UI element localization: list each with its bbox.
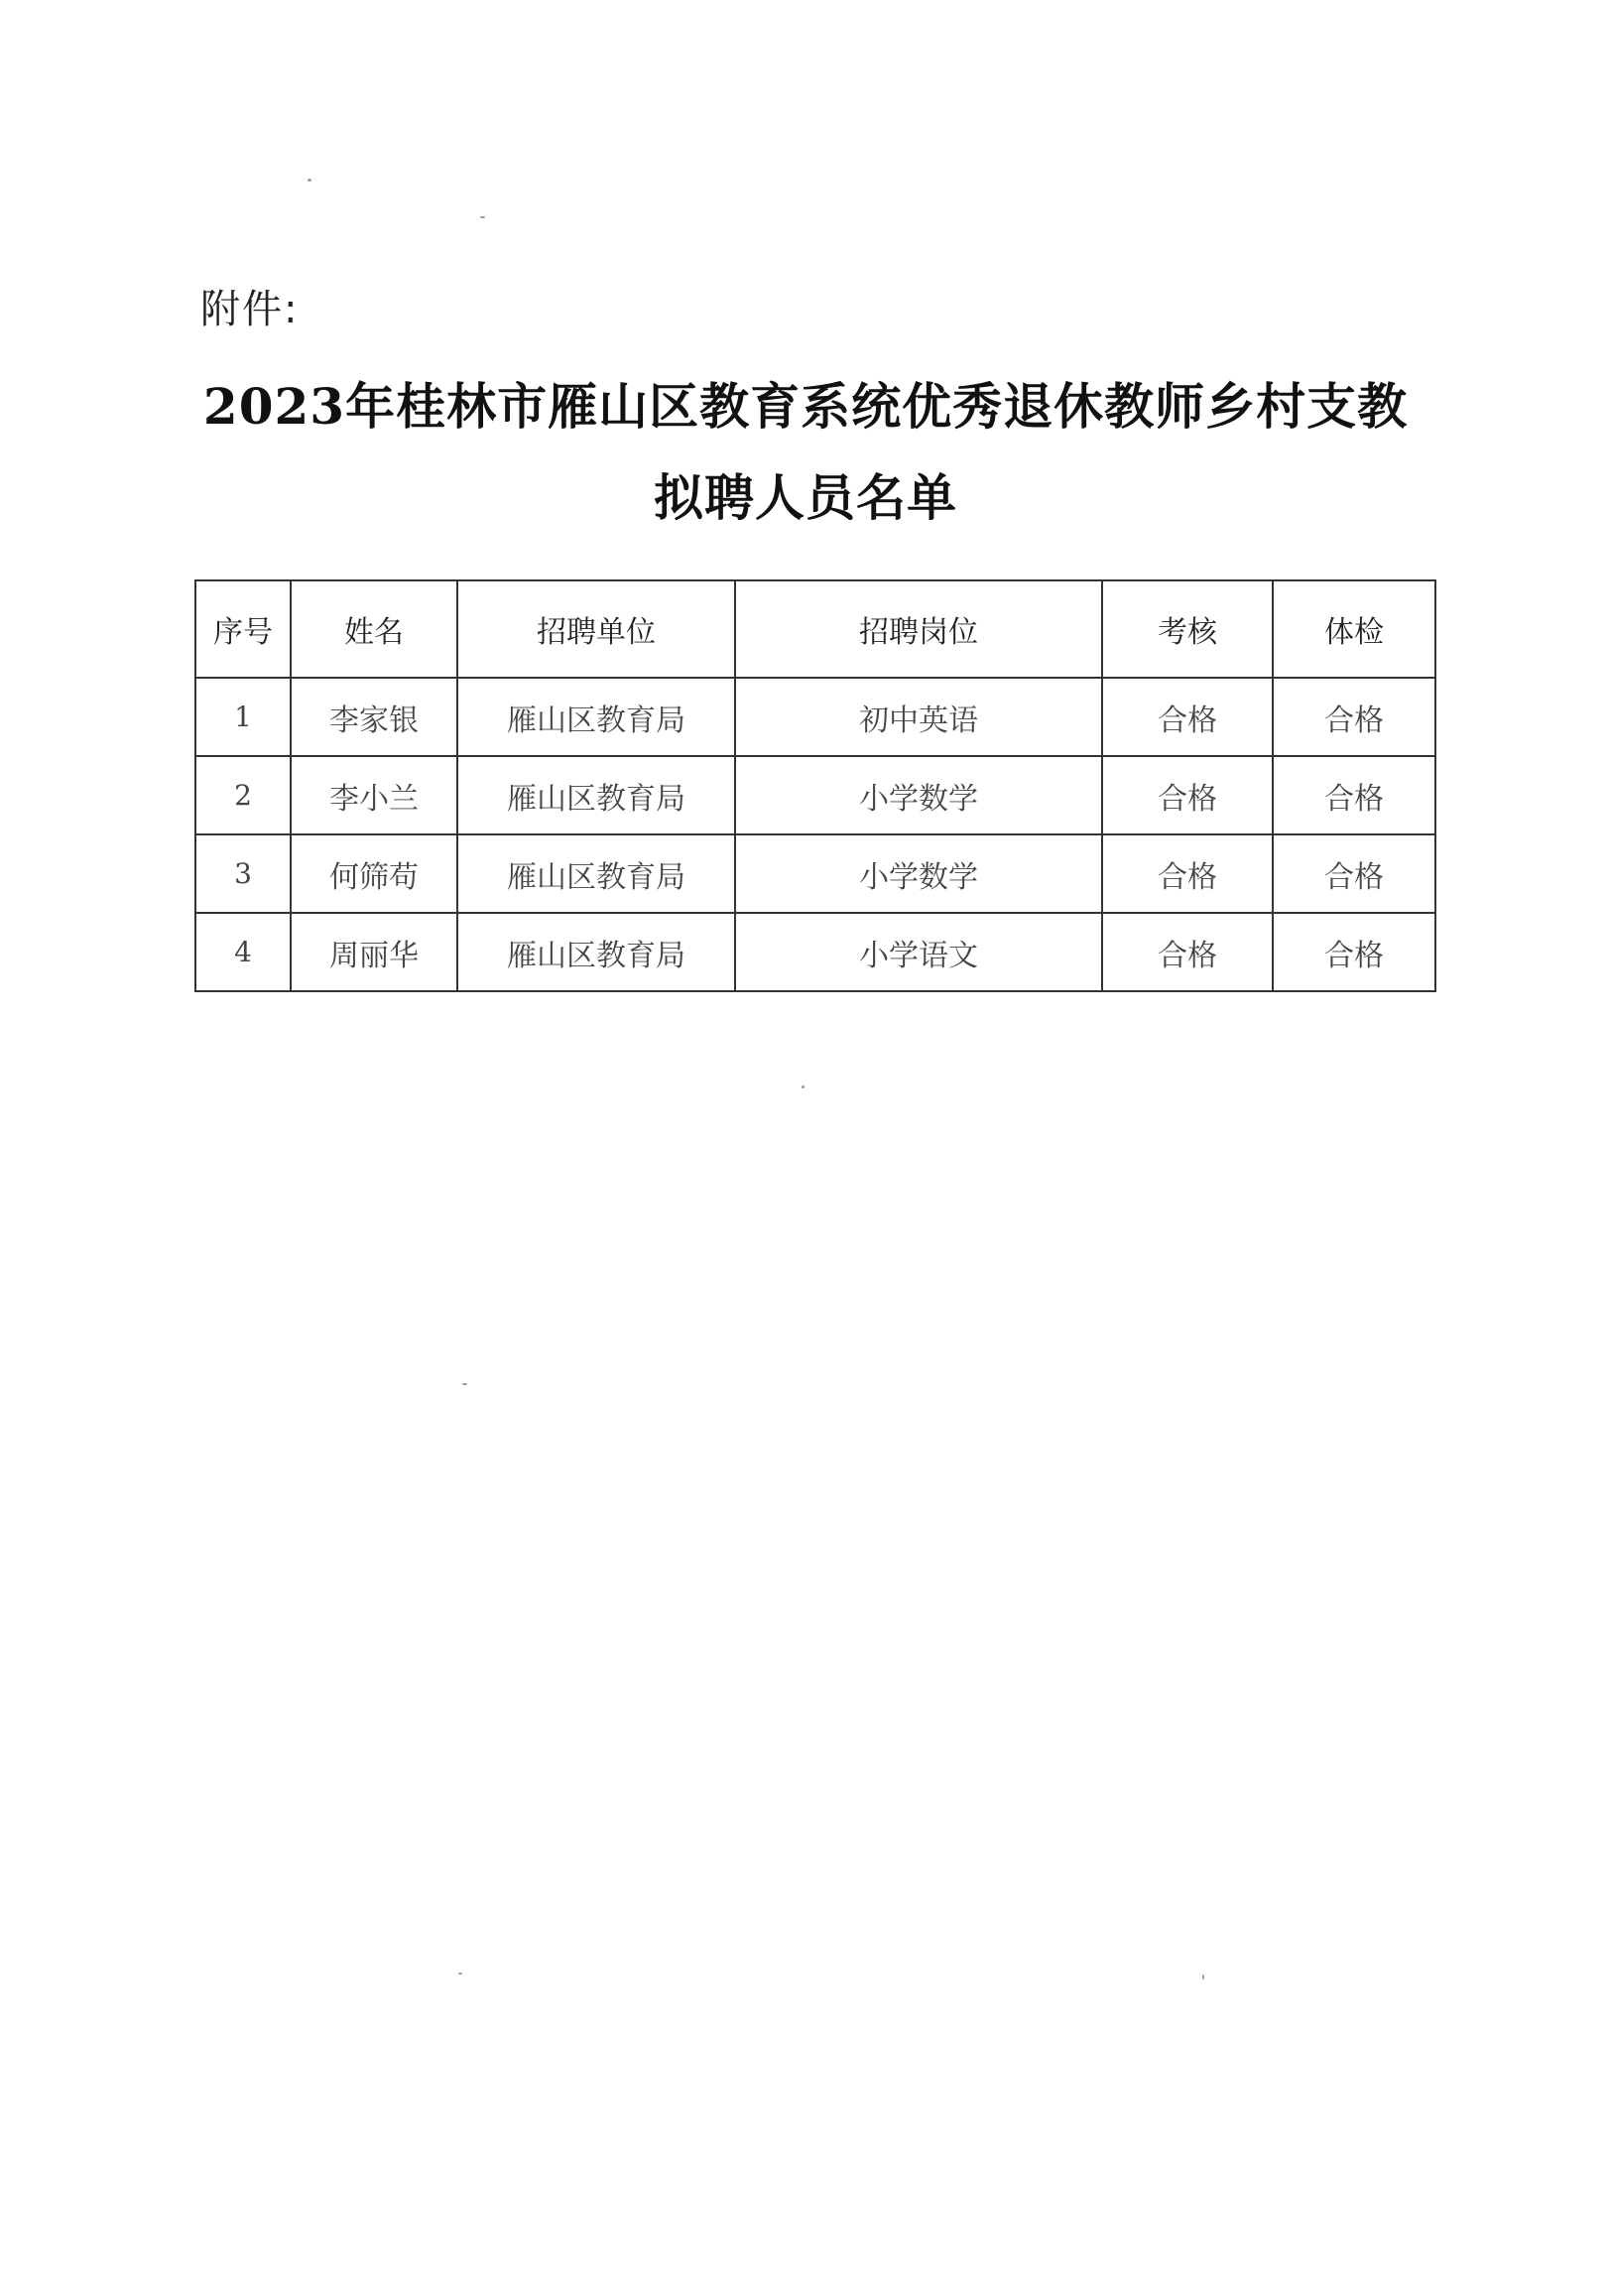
cell-name: 李家银 xyxy=(291,678,457,756)
cell-hiring-unit: 雁山区教育局 xyxy=(457,678,735,756)
hire-roster-table xyxy=(194,579,1436,992)
header-hiring-unit: 招聘单位 xyxy=(457,580,735,678)
cell-assessment: 合格 xyxy=(1102,678,1273,756)
cell-index: 2 xyxy=(195,756,291,834)
scan-speck xyxy=(462,1383,467,1385)
table-row xyxy=(195,834,1435,913)
cell-hiring-post: 小学数学 xyxy=(735,756,1102,834)
scan-speck xyxy=(480,216,485,218)
document-title-line-2: 拟聘人员名单 xyxy=(654,468,957,527)
cell-hiring-post: 初中英语 xyxy=(735,678,1102,756)
header-assessment: 考核 xyxy=(1102,580,1273,678)
cell-name: 李小兰 xyxy=(291,756,457,834)
attachment-label: 附件: xyxy=(200,287,300,332)
cell-medical-exam: 合格 xyxy=(1273,834,1435,913)
table-row xyxy=(195,913,1435,991)
cell-assessment: 合格 xyxy=(1102,913,1273,991)
table-row xyxy=(195,678,1435,756)
header-index: 序号 xyxy=(195,580,291,678)
cell-index: 1 xyxy=(195,678,291,756)
cell-hiring-unit: 雁山区教育局 xyxy=(457,756,735,834)
document-title-line-1: 2023年桂林市雁山区教育系统优秀退休教师乡村支教 xyxy=(202,377,1409,436)
table-row xyxy=(195,756,1435,834)
cell-index: 4 xyxy=(195,913,291,991)
header-hiring-post: 招聘岗位 xyxy=(735,580,1102,678)
cell-assessment: 合格 xyxy=(1102,756,1273,834)
header-name: 姓名 xyxy=(291,580,457,678)
cell-medical-exam: 合格 xyxy=(1273,678,1435,756)
cell-name: 周丽华 xyxy=(291,913,457,991)
cell-index: 3 xyxy=(195,834,291,913)
scan-speck xyxy=(458,1973,462,1975)
cell-hiring-unit: 雁山区教育局 xyxy=(457,913,735,991)
header-medical-exam: 体检 xyxy=(1273,580,1435,678)
cell-assessment: 合格 xyxy=(1102,834,1273,913)
scan-speck xyxy=(308,179,311,182)
table-header-row xyxy=(195,580,1435,678)
cell-name: 何筛苟 xyxy=(291,834,457,913)
cell-medical-exam: 合格 xyxy=(1273,913,1435,991)
cell-hiring-post: 小学语文 xyxy=(735,913,1102,991)
scan-speck xyxy=(1202,1975,1204,1979)
cell-hiring-unit: 雁山区教育局 xyxy=(457,834,735,913)
scan-speck xyxy=(802,1085,805,1088)
cell-hiring-post: 小学数学 xyxy=(735,834,1102,913)
cell-medical-exam: 合格 xyxy=(1273,756,1435,834)
